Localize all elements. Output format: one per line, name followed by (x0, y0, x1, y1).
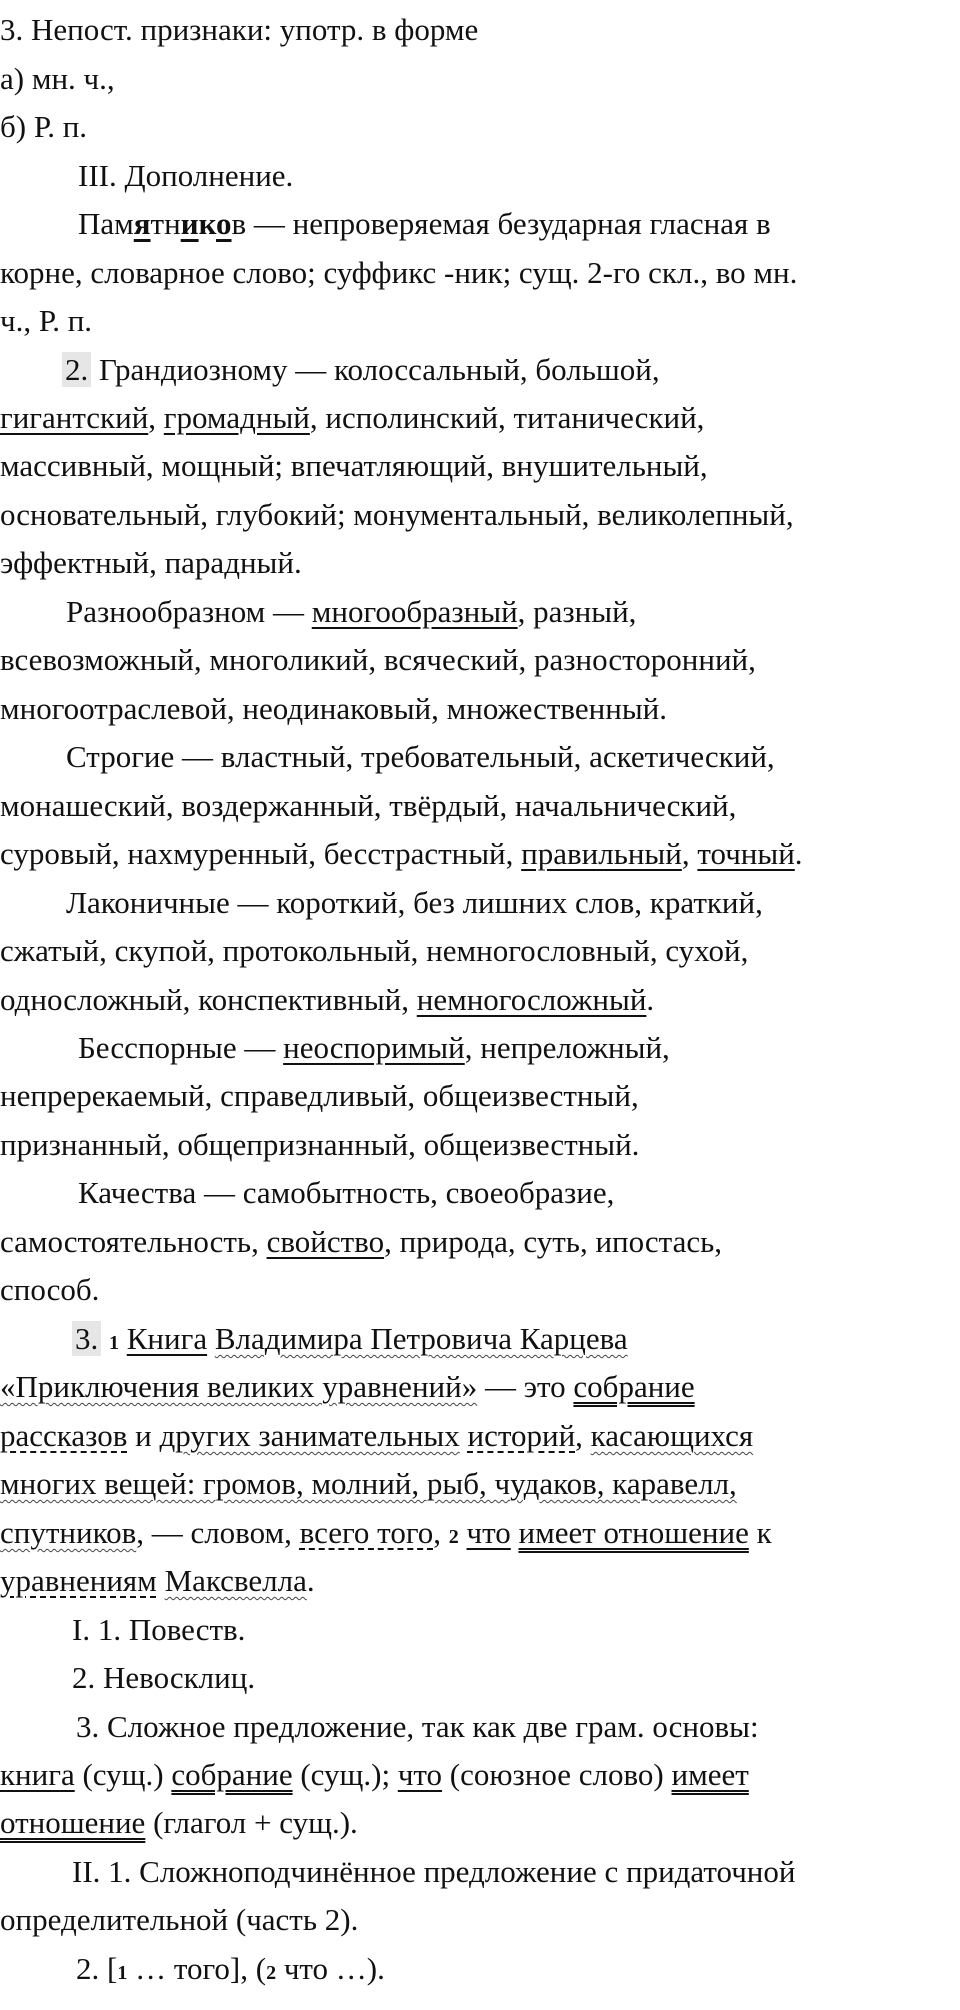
text-line (72, 1316, 628, 1362)
text-span: . (794, 836, 803, 871)
text-span: суровый, нахмуренный, бесстрастный, (0, 836, 522, 871)
text-line (0, 1510, 772, 1556)
text-line (0, 1364, 695, 1410)
text-line: эффектный, парадный. (0, 545, 302, 580)
text-span: , (148, 400, 164, 435)
attribute-phrase: Максвелла (164, 1563, 307, 1598)
section-heading: III. Дополнение. (78, 158, 294, 193)
text-line: Лаконичные — короткий, без лишних слов, краткий, (66, 885, 763, 920)
word-part: Пам (78, 206, 134, 241)
text-span: что …). (276, 1951, 385, 1986)
clause-marker: 2 (448, 1526, 459, 1548)
object-word: рассказов (0, 1418, 128, 1453)
text-line (0, 1461, 737, 1507)
text-line (66, 589, 636, 635)
underlined-word: точный (697, 836, 795, 871)
text-span (460, 1418, 468, 1453)
word-part: в — непроверяемая безударная гласная в (231, 206, 771, 241)
text-line: способ. (0, 1272, 100, 1307)
text-span (207, 1321, 215, 1356)
text-line (0, 1752, 749, 1798)
text-line (76, 1946, 385, 1992)
predicate-word: имеет (671, 1757, 749, 1792)
text-span: Бесспорные — (78, 1030, 284, 1065)
predicate-word: собрание (171, 1757, 293, 1792)
text-line: Качества — самобытность, своеобразие, (78, 1175, 615, 1210)
text-line: Строгие — властный, требовательный, аскетический, (66, 739, 775, 774)
underlined-word: правильный (521, 836, 682, 871)
text-line: I. 1. Повеств. (72, 1612, 246, 1647)
text-span: , — словом, (136, 1515, 300, 1550)
attribute-phrase: «Приключения великих уравнений» (0, 1369, 478, 1404)
text-span: (сущ.); (292, 1757, 398, 1792)
underlined-word: громадный (163, 400, 310, 435)
text-line: корне, словарное слово; суффикс -ник; сущ. 2-го скл., во мн. (0, 255, 798, 290)
task-number: 2. (62, 352, 91, 387)
text-span: , разный, (517, 594, 637, 629)
object-word: всего того (299, 1515, 434, 1550)
text-line (0, 977, 654, 1023)
text-line: монашеский, воздержанный, твёрдый, начальнический, (0, 788, 737, 823)
underlined-word: неоспоримый (283, 1030, 465, 1065)
text-span: (сущ.) (74, 1757, 172, 1792)
text-line: основательный, глубокий; монументальный, великолепный, (0, 497, 794, 532)
text-span: . (646, 982, 655, 1017)
text-line (0, 831, 803, 877)
underlined-word: свойство (266, 1224, 385, 1259)
text-span: Разнообразном — (66, 594, 312, 629)
attribute-phrase: многих вещей: громов, молний, рыб, чудаков, каравелл, (0, 1466, 737, 1501)
text-line: а) мн. ч., (0, 61, 115, 96)
text-line: определительной (часть 2). (0, 1902, 359, 1937)
word-part: тн (150, 206, 181, 241)
text-span: … того], ( (127, 1951, 267, 1986)
text-span: односложный, конспективный, (0, 982, 417, 1017)
text-line: 2. Невосклиц. (72, 1660, 256, 1695)
text-span: (глагол + сущ.). (145, 1805, 358, 1840)
task-number: 3. (72, 1321, 101, 1356)
predicate-word: имеет отношение (518, 1515, 749, 1550)
text-line: массивный, мощный; впечатляющий, внушительный, (0, 448, 708, 483)
underlined-word: многообразный (311, 594, 518, 629)
text-span: — это (477, 1369, 574, 1404)
text-line: непререкаемый, справедливый, общеизвестный, (0, 1078, 639, 1113)
vowel-mark: я (133, 206, 151, 241)
text-line: б) Р. п. (0, 109, 88, 144)
object-word: историй (467, 1418, 576, 1453)
text-line: 3. Непост. признаки: употр. в форме (0, 12, 479, 47)
text-line: ч., Р. п. (0, 303, 93, 338)
text-span: , непреложный, (464, 1030, 670, 1065)
text-span: и (127, 1418, 160, 1453)
text-line: сжатый, скупой, протокольный, немногословный, сухой, (0, 933, 749, 968)
text-line: всевозможный, многоликий, всяческий, разносторонний, (0, 642, 756, 677)
text-span: , (433, 1515, 449, 1550)
predicate-word: отношение (0, 1805, 146, 1840)
vowel-mark: о (216, 206, 232, 241)
predicate-word: собрание (573, 1369, 695, 1404)
subject-word: что (397, 1757, 443, 1792)
attribute-phrase: спутников (0, 1515, 137, 1550)
underlined-word: немногосложный (416, 982, 647, 1017)
text-line (78, 201, 771, 247)
text-span: . (306, 1563, 315, 1598)
text-span: самостоятельность, (0, 1224, 267, 1259)
object-word: уравнениям (0, 1563, 157, 1598)
text-line: многоотраслевой, неодинаковый, множественный. (0, 691, 667, 726)
attribute-phrase: Владимира Петровича Карцева (214, 1321, 628, 1356)
vowel-mark: и (180, 206, 199, 241)
subject-word: книга (0, 1757, 75, 1792)
subject-word: Книга (126, 1321, 208, 1356)
text-span: 2. [ (76, 1951, 118, 1986)
clause-marker: 1 (109, 1332, 119, 1354)
text-span: , (681, 836, 698, 871)
text-line: признанный, общепризнанный, общеизвестный. (0, 1127, 640, 1162)
text-line (0, 1219, 722, 1265)
attribute-phrase: других занимательных (159, 1418, 460, 1453)
text-span: к (748, 1515, 772, 1550)
attribute-phrase: касающихся (590, 1418, 754, 1453)
subject-word: что (466, 1515, 511, 1550)
clause-marker: 2 (266, 1962, 277, 1984)
text-line (0, 1413, 753, 1459)
text-line (78, 1025, 670, 1071)
clause-marker: 1 (117, 1962, 128, 1984)
underlined-word: гигантский (0, 400, 149, 435)
text-span (157, 1563, 165, 1598)
text-line (0, 1800, 358, 1846)
text-line (0, 395, 704, 441)
text-line: II. 1. Сложноподчинённое предложение с придаточной (72, 1854, 796, 1889)
word-part: к (198, 206, 217, 241)
text-line (62, 347, 660, 393)
text-line (0, 1558, 315, 1604)
text-span: (союзное слово) (442, 1757, 672, 1792)
text-span: Грандиозному — колоссальный, большой, (91, 352, 660, 387)
text-span: , исполинский, титанический, (309, 400, 705, 435)
text-span: , (575, 1418, 591, 1453)
text-span: , природа, суть, ипостась, (384, 1224, 722, 1259)
text-line: 3. Сложное предложение, так как две грам. основы: (76, 1709, 759, 1744)
text-span (511, 1515, 519, 1550)
